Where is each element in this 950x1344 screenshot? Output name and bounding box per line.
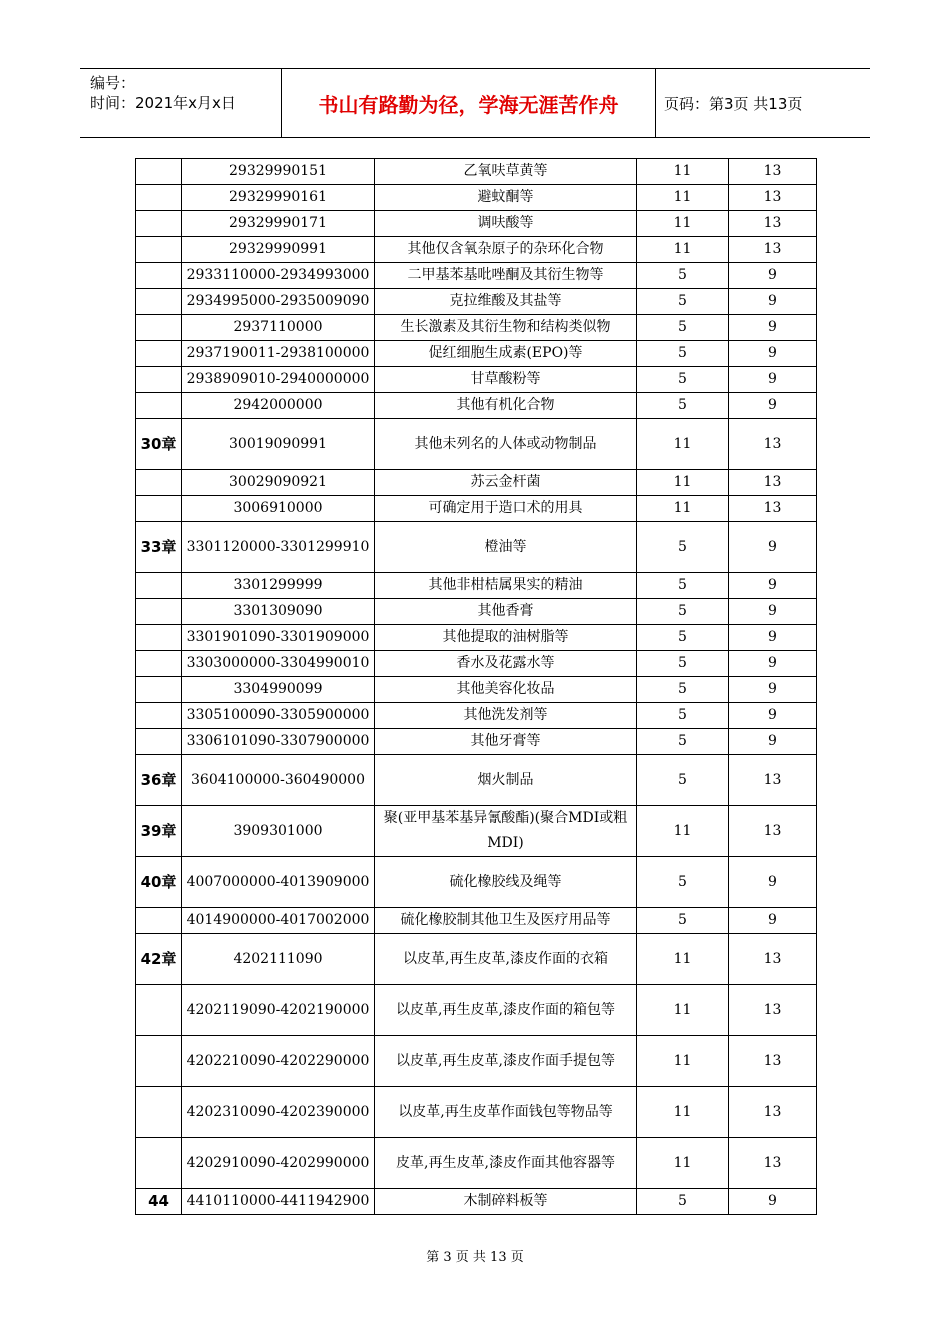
- table-row: [136, 908, 817, 934]
- code-cell: 2938909010-2940000000: [182, 367, 375, 393]
- rate1-cell: 11: [637, 470, 729, 496]
- chapter-cell: 42章: [136, 934, 182, 985]
- table-row: [136, 496, 817, 522]
- tariff-table: [135, 158, 817, 1215]
- name-cell: 烟火制品: [375, 755, 637, 806]
- chapter-cell: [136, 159, 182, 185]
- header-motto: 书山有路勤为径，学海无涯苦作舟: [282, 69, 656, 137]
- rate2-cell: 9: [729, 289, 817, 315]
- rate2-cell: 9: [729, 263, 817, 289]
- rate1-cell: 5: [637, 755, 729, 806]
- rate1-cell: 11: [637, 419, 729, 470]
- rate2-cell: 9: [729, 908, 817, 934]
- name-cell: 皮革,再生皮革,漆皮作面其他容器等: [375, 1138, 637, 1189]
- rate1-cell: 5: [637, 367, 729, 393]
- code-cell: 30019090991: [182, 419, 375, 470]
- table-row: [136, 419, 817, 470]
- table-row: [136, 599, 817, 625]
- rate1-cell: 11: [637, 185, 729, 211]
- rate1-cell: 5: [637, 573, 729, 599]
- rate2-cell: 13: [729, 806, 817, 857]
- rate1-cell: 11: [637, 806, 729, 857]
- code-cell: 4202210090-4202290000: [182, 1036, 375, 1087]
- chapter-cell: [136, 703, 182, 729]
- name-cell: 硫化橡胶制其他卫生及医疗用品等: [375, 908, 637, 934]
- code-cell: 29329990161: [182, 185, 375, 211]
- rate1-cell: 5: [637, 908, 729, 934]
- table-row: [136, 315, 817, 341]
- code-cell: 2937110000: [182, 315, 375, 341]
- rate1-cell: 11: [637, 237, 729, 263]
- chapter-cell: [136, 985, 182, 1036]
- name-cell: 以皮革,再生皮革作面钱包等物品等: [375, 1087, 637, 1138]
- chapter-cell: 44: [136, 1189, 182, 1215]
- name-cell: 其他洗发剂等: [375, 703, 637, 729]
- rate2-cell: 13: [729, 470, 817, 496]
- chapter-cell: [136, 470, 182, 496]
- rate1-cell: 5: [637, 857, 729, 908]
- table-row: [136, 263, 817, 289]
- name-cell: 其他香膏: [375, 599, 637, 625]
- code-cell: 4202910090-4202990000: [182, 1138, 375, 1189]
- rate2-cell: 13: [729, 934, 817, 985]
- code-cell: 4202111090: [182, 934, 375, 985]
- time-label: 时间：2021年x月x日: [90, 94, 236, 112]
- chapter-cell: [136, 496, 182, 522]
- rate2-cell: 9: [729, 393, 817, 419]
- rate1-cell: 11: [637, 211, 729, 237]
- code-cell: 4410110000-4411942900: [182, 1189, 375, 1215]
- name-cell: 橙油等: [375, 522, 637, 573]
- chapter-cell: [136, 651, 182, 677]
- number-label: 编号：: [90, 74, 136, 92]
- name-cell: 克拉维酸及其盐等: [375, 289, 637, 315]
- table-row: [136, 393, 817, 419]
- name-cell: 聚(亚甲基苯基异氰酸酯)(聚合MDI或粗MDI): [375, 806, 637, 857]
- code-cell: 4007000000-4013909000: [182, 857, 375, 908]
- chapter-cell: 36章: [136, 755, 182, 806]
- rate1-cell: 5: [637, 315, 729, 341]
- code-cell: 3301299999: [182, 573, 375, 599]
- name-cell: 其他非柑桔属果实的精油: [375, 573, 637, 599]
- rate1-cell: 5: [637, 1189, 729, 1215]
- table-row: [136, 470, 817, 496]
- rate2-cell: 13: [729, 1087, 817, 1138]
- table-row: [136, 1138, 817, 1189]
- code-cell: 3006910000: [182, 496, 375, 522]
- rate2-cell: 13: [729, 159, 817, 185]
- rate2-cell: 13: [729, 419, 817, 470]
- chapter-cell: [136, 1036, 182, 1087]
- code-cell: 3301309090: [182, 599, 375, 625]
- rate2-cell: 13: [729, 185, 817, 211]
- rate1-cell: 5: [637, 393, 729, 419]
- table-row: [136, 522, 817, 573]
- chapter-cell: [136, 908, 182, 934]
- name-cell: 调呋酸等: [375, 211, 637, 237]
- chapter-cell: [136, 573, 182, 599]
- rate2-cell: 9: [729, 729, 817, 755]
- code-cell: 29329990991: [182, 237, 375, 263]
- rate2-cell: 13: [729, 985, 817, 1036]
- rate2-cell: 13: [729, 755, 817, 806]
- rate1-cell: 5: [637, 651, 729, 677]
- rate1-cell: 11: [637, 1036, 729, 1087]
- name-cell: 生长激素及其衍生物和结构类似物: [375, 315, 637, 341]
- chapter-cell: [136, 729, 182, 755]
- rate1-cell: 5: [637, 625, 729, 651]
- name-cell: 可确定用于造口术的用具: [375, 496, 637, 522]
- name-cell: 避蚊酮等: [375, 185, 637, 211]
- table-row: [136, 806, 817, 857]
- rate1-cell: 11: [637, 1138, 729, 1189]
- table-row: [136, 289, 817, 315]
- code-cell: 29329990171: [182, 211, 375, 237]
- chapter-cell: [136, 367, 182, 393]
- rate1-cell: 5: [637, 599, 729, 625]
- rate2-cell: 13: [729, 1138, 817, 1189]
- chapter-cell: [136, 185, 182, 211]
- table-row: [136, 367, 817, 393]
- table-row: [136, 211, 817, 237]
- table-row: [136, 755, 817, 806]
- name-cell: 以皮革,再生皮革,漆皮作面手提包等: [375, 1036, 637, 1087]
- table-row: [136, 985, 817, 1036]
- code-cell: 2934995000-2935009090: [182, 289, 375, 315]
- rate2-cell: 9: [729, 1189, 817, 1215]
- table-row: [136, 1189, 817, 1215]
- name-cell: 其他提取的油树脂等: [375, 625, 637, 651]
- rate2-cell: 9: [729, 522, 817, 573]
- chapter-cell: [136, 341, 182, 367]
- rate1-cell: 11: [637, 1087, 729, 1138]
- chapter-cell: [136, 289, 182, 315]
- chapter-cell: [136, 599, 182, 625]
- rate2-cell: 9: [729, 315, 817, 341]
- code-cell: 3305100090-3305900000: [182, 703, 375, 729]
- code-cell: 3301901090-3301909000: [182, 625, 375, 651]
- code-cell: 29329990151: [182, 159, 375, 185]
- name-cell: 二甲基苯基吡唑酮及其衍生物等: [375, 263, 637, 289]
- chapter-cell: [136, 211, 182, 237]
- name-cell: 乙氧呋草黄等: [375, 159, 637, 185]
- table-row: [136, 1087, 817, 1138]
- rate1-cell: 5: [637, 263, 729, 289]
- table-row: [136, 625, 817, 651]
- code-cell: 2933110000-2934993000: [182, 263, 375, 289]
- chapter-cell: 40章: [136, 857, 182, 908]
- name-cell: 香水及花露水等: [375, 651, 637, 677]
- code-cell: 3604100000-360490000: [182, 755, 375, 806]
- name-cell: 甘草酸粉等: [375, 367, 637, 393]
- rate2-cell: 13: [729, 1036, 817, 1087]
- code-cell: 3909301000: [182, 806, 375, 857]
- name-cell: 以皮革,再生皮革,漆皮作面的衣箱: [375, 934, 637, 985]
- rate2-cell: 13: [729, 496, 817, 522]
- code-cell: 3303000000-3304990010: [182, 651, 375, 677]
- chapter-cell: 33章: [136, 522, 182, 573]
- chapter-cell: 30章: [136, 419, 182, 470]
- header-page-info: 页码：第3页 共13页: [664, 94, 803, 113]
- rate1-cell: 11: [637, 934, 729, 985]
- rate1-cell: 5: [637, 522, 729, 573]
- rate1-cell: 5: [637, 729, 729, 755]
- table-row: [136, 159, 817, 185]
- table-row: [136, 573, 817, 599]
- table-row: [136, 857, 817, 908]
- rate1-cell: 5: [637, 703, 729, 729]
- table-row: [136, 934, 817, 985]
- rate2-cell: 9: [729, 677, 817, 703]
- code-cell: 4014900000-4017002000: [182, 908, 375, 934]
- code-cell: 3301120000-3301299910: [182, 522, 375, 573]
- chapter-cell: [136, 237, 182, 263]
- rate2-cell: 9: [729, 573, 817, 599]
- rate2-cell: 9: [729, 625, 817, 651]
- code-cell: 3304990099: [182, 677, 375, 703]
- rate1-cell: 5: [637, 341, 729, 367]
- name-cell: 其他仅含氧杂原子的杂环化合物: [375, 237, 637, 263]
- chapter-cell: [136, 625, 182, 651]
- table-row: [136, 729, 817, 755]
- table-row: [136, 677, 817, 703]
- name-cell: 以皮革,再生皮革,漆皮作面的箱包等: [375, 985, 637, 1036]
- rate2-cell: 13: [729, 237, 817, 263]
- chapter-cell: [136, 1138, 182, 1189]
- name-cell: 其他有机化合物: [375, 393, 637, 419]
- chapter-cell: [136, 315, 182, 341]
- table-row: [136, 651, 817, 677]
- name-cell: 其他美容化妆品: [375, 677, 637, 703]
- table-row: [136, 341, 817, 367]
- tariff-table-body: [136, 159, 817, 1215]
- chapter-cell: [136, 393, 182, 419]
- rate1-cell: 11: [637, 985, 729, 1036]
- rate2-cell: 13: [729, 211, 817, 237]
- chapter-cell: [136, 263, 182, 289]
- name-cell: 其他牙膏等: [375, 729, 637, 755]
- header-meta: [80, 69, 282, 137]
- code-cell: 4202119090-4202190000: [182, 985, 375, 1036]
- name-cell: 促红细胞生成素(EPO)等: [375, 341, 637, 367]
- code-cell: 2937190011-2938100000: [182, 341, 375, 367]
- code-cell: 3306101090-3307900000: [182, 729, 375, 755]
- rate1-cell: 11: [637, 159, 729, 185]
- page-header: [80, 68, 870, 138]
- rate2-cell: 9: [729, 857, 817, 908]
- chapter-cell: 39章: [136, 806, 182, 857]
- name-cell: 木制碎料板等: [375, 1189, 637, 1215]
- rate1-cell: 5: [637, 677, 729, 703]
- code-cell: 4202310090-4202390000: [182, 1087, 375, 1138]
- rate2-cell: 9: [729, 341, 817, 367]
- rate1-cell: 11: [637, 496, 729, 522]
- code-cell: 2942000000: [182, 393, 375, 419]
- rate2-cell: 9: [729, 703, 817, 729]
- table-row: [136, 185, 817, 211]
- rate2-cell: 9: [729, 367, 817, 393]
- name-cell: 苏云金杆菌: [375, 470, 637, 496]
- chapter-cell: [136, 1087, 182, 1138]
- code-cell: 30029090921: [182, 470, 375, 496]
- rate2-cell: 9: [729, 599, 817, 625]
- table-row: [136, 237, 817, 263]
- name-cell: 其他未列名的人体或动物制品: [375, 419, 637, 470]
- page-footer: 第 3 页 共 13 页: [426, 1250, 524, 1265]
- rate1-cell: 5: [637, 289, 729, 315]
- name-cell: 硫化橡胶线及绳等: [375, 857, 637, 908]
- chapter-cell: [136, 677, 182, 703]
- table-row: [136, 703, 817, 729]
- table-row: [136, 1036, 817, 1087]
- rate2-cell: 9: [729, 651, 817, 677]
